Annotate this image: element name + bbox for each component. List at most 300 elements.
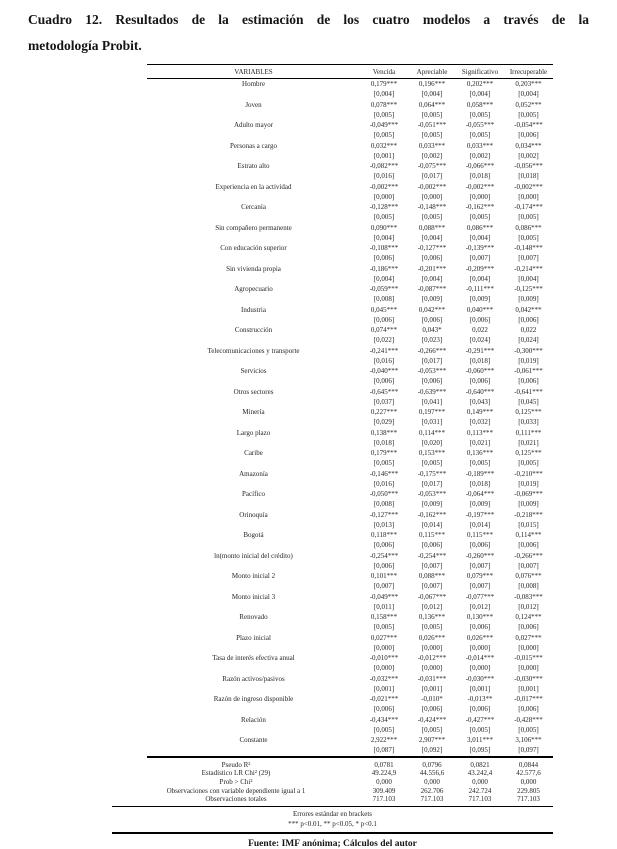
stderr-cell: [0,000]	[518, 192, 539, 201]
stderr-cell: [0,014]	[421, 520, 443, 529]
note-line-1: Errores estándar en brackets	[292, 810, 373, 819]
stat-value: 44.556,6	[419, 769, 445, 778]
stderr-cell: [0,005]	[421, 459, 443, 468]
stderr-cell: [0,000]	[421, 192, 443, 201]
stderr-cell: [0,009]	[518, 295, 539, 304]
coefficient-cell: -0,197***	[465, 510, 495, 519]
table-row	[147, 346, 553, 356]
table-row-stderr	[147, 581, 553, 591]
variable-label: Industria	[241, 305, 266, 314]
table-row	[147, 592, 553, 602]
table-row-stderr	[147, 704, 553, 714]
table-caption	[0, 0, 617, 61]
table-row-stderr	[147, 110, 553, 120]
coefficient-cell: 0,114***	[515, 531, 542, 539]
table-row-stderr	[147, 315, 553, 325]
coefficient-cell: -0,186***	[369, 264, 399, 273]
coefficient-cell: 0,088***	[418, 223, 446, 232]
stderr-cell: [0,006]	[421, 377, 443, 386]
variable-label: Constante	[239, 736, 268, 744]
table-row-stderr	[147, 561, 553, 571]
coefficient-cell: 0,042***	[515, 305, 542, 314]
coefficient-cell: -0,427***	[465, 715, 495, 724]
coefficient-cell: -0,640***	[465, 387, 495, 396]
table-row-stderr	[147, 89, 553, 99]
stderr-cell: [0,007]	[373, 582, 395, 591]
col-header-irrecuperable: Irrecuperable	[509, 67, 548, 76]
stderr-cell: [0,001]	[469, 684, 491, 693]
variable-label-spacer	[147, 725, 360, 735]
coefficient-cell: -0,054***	[514, 121, 543, 129]
table-row	[147, 715, 553, 725]
table-row	[147, 551, 553, 561]
stderr-cell: [0,000]	[373, 192, 395, 201]
table-row	[147, 366, 553, 376]
stats-table	[112, 758, 553, 808]
table-row-stderr	[147, 520, 553, 530]
table-row	[147, 633, 553, 643]
coefficient-cell: -0,162***	[465, 203, 495, 211]
coefficient-cell: -0,050***	[369, 490, 399, 498]
coefficient-cell: 0,074***	[370, 326, 398, 334]
variable-label-spacer	[147, 438, 360, 448]
variable-label: Otros sectores	[233, 387, 274, 396]
coefficient-cell: 0,227***	[370, 408, 398, 416]
coefficient-cell: -0,059***	[369, 285, 399, 293]
coefficient-cell: 0,026***	[466, 633, 494, 642]
results-table	[147, 64, 553, 758]
table-row	[147, 489, 553, 499]
stderr-cell: [0,007]	[518, 561, 539, 570]
table-row	[147, 694, 553, 704]
stat-value: 0,000	[424, 777, 440, 786]
stderr-cell: [0,012]	[421, 602, 443, 611]
coefficient-cell: -0,111***	[465, 285, 495, 293]
coefficient-cell: 0,130***	[466, 613, 494, 621]
coefficient-cell: 0,196***	[418, 80, 446, 88]
variable-label-spacer	[147, 89, 360, 99]
variable-label-spacer	[147, 356, 360, 366]
variable-label-spacer	[147, 315, 360, 325]
stderr-cell: [0,006]	[373, 541, 395, 550]
table-row	[147, 530, 553, 540]
coefficient-cell: 0,022	[520, 326, 537, 334]
stderr-cell: [0,005]	[469, 213, 491, 222]
variable-label: Con educación superior	[220, 244, 287, 252]
stat-value: 0,0781	[374, 760, 394, 769]
coefficient-cell: 0,114***	[419, 428, 445, 437]
stderr-cell: [0,016]	[373, 479, 395, 488]
variable-label-spacer	[147, 663, 360, 673]
coefficient-cell: -0,641***	[514, 387, 543, 396]
coefficient-cell: 0,179***	[370, 80, 398, 88]
variable-label: Joven	[245, 100, 262, 109]
coefficient-cell: -0,030***	[514, 674, 543, 683]
coefficient-cell: 0,076***	[515, 572, 542, 580]
coefficient-cell: -0,254***	[417, 551, 447, 560]
variable-label-spacer	[147, 233, 360, 243]
stderr-cell: [0,005]	[469, 110, 491, 119]
variable-label-spacer	[147, 192, 360, 202]
stat-label: Observaciones totales	[205, 795, 267, 804]
table-row-stderr	[147, 130, 553, 140]
table-row	[147, 735, 553, 745]
stderr-cell: [0,045]	[518, 397, 539, 406]
stats-table-body	[112, 758, 553, 807]
stats-row	[112, 787, 553, 796]
variable-label-spacer	[147, 417, 360, 427]
stderr-cell: [0,017]	[421, 172, 443, 181]
variable-label-spacer	[147, 520, 360, 530]
stderr-cell: [0,004]	[469, 233, 491, 242]
stderr-cell: [0,006]	[518, 623, 539, 632]
coefficient-cell: -0,214***	[514, 264, 543, 273]
stderr-cell: [0,009]	[469, 500, 491, 509]
variable-label: Sin compañero permanente	[215, 223, 292, 232]
table-row	[147, 100, 553, 110]
coefficient-cell: -0,002***	[417, 182, 447, 191]
coefficient-cell: -0,040***	[369, 367, 399, 375]
stderr-cell: [0,024]	[469, 336, 491, 345]
coefficient-cell: 0,115***	[467, 531, 493, 539]
coefficient-cell: 3,011***	[467, 736, 493, 744]
variable-label: Cercanía	[241, 203, 266, 211]
table-row-stderr	[147, 643, 553, 653]
table-row-stderr	[147, 479, 553, 489]
coefficient-cell: -0,075***	[417, 162, 447, 170]
variable-label: Razón de ingreso disponible	[213, 695, 294, 703]
variable-label: Estrato alto	[237, 162, 270, 170]
stderr-cell: [0,022]	[373, 336, 395, 345]
coefficient-cell: -0,053***	[417, 490, 447, 498]
coefficient-cell: -0,209***	[465, 264, 495, 273]
coefficient-cell: -0,174***	[514, 203, 543, 211]
stat-value: 0,0821	[470, 760, 490, 769]
variable-label-spacer	[147, 110, 360, 120]
coefficient-cell: -0,148***	[417, 203, 447, 211]
coefficient-cell: 0,203***	[515, 80, 542, 88]
stderr-cell: [0,004]	[469, 90, 491, 99]
coefficient-cell: 0,179***	[370, 449, 398, 457]
table-row	[147, 202, 553, 212]
coefficient-cell: 0,086***	[466, 223, 494, 232]
variable-label-spacer	[147, 745, 360, 756]
stderr-cell: [0,018]	[518, 172, 539, 181]
table-row	[147, 510, 553, 520]
stderr-cell: [0,006]	[421, 705, 443, 714]
stat-value: 242.724	[468, 786, 492, 795]
table-row	[147, 653, 553, 663]
coefficient-cell: -0,254***	[369, 551, 399, 560]
stat-value: 0,0796	[422, 760, 442, 769]
coefficient-cell: -0,055***	[465, 121, 495, 129]
stderr-cell: [0,006]	[373, 561, 395, 570]
stderr-cell: [0,016]	[373, 172, 395, 181]
stderr-cell: [0,006]	[518, 705, 539, 714]
stderr-cell: [0,016]	[373, 356, 395, 365]
stderr-cell: [0,005]	[469, 131, 491, 140]
coefficient-cell: 0,040***	[466, 305, 494, 314]
stderr-cell: [0,007]	[469, 254, 491, 263]
stderr-cell: [0,008]	[373, 295, 395, 304]
stat-value: 0,000	[376, 777, 392, 786]
stat-value: 0,000	[472, 777, 488, 786]
stderr-cell: [0,000]	[469, 643, 491, 652]
coefficient-cell: 0,043*	[422, 326, 442, 334]
stderr-cell: [0,005]	[518, 213, 539, 222]
table-row	[147, 284, 553, 294]
coefficient-cell: 0,124***	[515, 613, 542, 621]
coefficient-cell: -0,189***	[465, 469, 495, 478]
coefficient-cell: 0,079***	[466, 572, 494, 580]
header-row	[147, 65, 553, 79]
stat-value: 309.409	[372, 786, 396, 795]
variable-label: Monto inicial 3	[231, 592, 276, 601]
coefficient-cell: 0,088***	[418, 572, 446, 580]
table-row	[147, 674, 553, 684]
stderr-cell: [0,006]	[469, 705, 491, 714]
coefficient-cell: -0,014***	[465, 654, 495, 662]
coefficient-cell: -0,049***	[369, 592, 399, 601]
table-row-stderr	[147, 499, 553, 509]
coefficient-cell: 0,118***	[371, 531, 397, 539]
stderr-cell: [0,001]	[373, 151, 395, 160]
coefficient-cell: -0,241***	[369, 346, 399, 355]
stderr-cell: [0,087]	[373, 746, 395, 755]
variable-label-spacer	[147, 458, 360, 468]
table-row	[147, 428, 553, 438]
col-header-vencida: Vencida	[372, 67, 396, 76]
coefficient-cell: 0,078***	[370, 100, 398, 109]
stderr-cell: [0,001]	[518, 684, 539, 693]
stat-value: 0,0844	[518, 760, 539, 769]
variable-label: Adulto mayor	[233, 121, 274, 129]
variable-label-spacer	[147, 561, 360, 571]
table-row	[147, 571, 553, 581]
stats-row	[112, 769, 553, 778]
variable-label-spacer	[147, 704, 360, 714]
coefficient-cell: 0,022	[472, 326, 488, 334]
variable-label-spacer	[147, 602, 360, 612]
variable-label-spacer	[147, 397, 360, 407]
col-header-apreciable: Apreciable	[416, 67, 448, 76]
coefficient-cell: 0,149***	[466, 408, 494, 416]
coefficient-cell: -0,021***	[369, 695, 399, 703]
coefficient-cell: -0,434***	[369, 715, 399, 724]
coefficient-cell: -0,260***	[465, 551, 495, 560]
coefficient-cell: 0,115***	[419, 531, 445, 539]
table-row	[147, 161, 553, 171]
coefficient-cell: -0,083***	[514, 592, 543, 601]
coefficient-cell: -0,146***	[369, 469, 399, 478]
stats-row	[112, 758, 553, 770]
table-row-stderr	[147, 192, 553, 202]
variable-label: Orinoquía	[239, 510, 268, 519]
table-row	[147, 407, 553, 417]
coefficient-cell: 0,153***	[418, 449, 446, 457]
coefficient-cell: 0,026***	[418, 633, 446, 642]
stderr-cell: [0,021]	[469, 438, 491, 447]
variable-label-spacer	[147, 540, 360, 550]
stderr-cell: [0,000]	[518, 664, 539, 673]
coefficient-cell: -0,053***	[417, 367, 447, 375]
stderr-cell: [0,012]	[469, 602, 491, 611]
stderr-cell: [0,005]	[469, 725, 491, 734]
caption-line-1: Cuadro 12. Resultados de la estimación de los cuatro modelos a través de la	[28, 12, 589, 27]
stderr-cell: [0,000]	[421, 643, 443, 652]
stderr-cell: [0,002]	[421, 151, 443, 160]
stderr-cell: [0,023]	[421, 336, 443, 345]
table-row-stderr	[147, 602, 553, 612]
table-row	[147, 469, 553, 479]
variable-label: Experiencia en la actividad	[215, 182, 292, 191]
stderr-cell: [0,006]	[518, 377, 539, 386]
coefficient-cell: -0,291***	[465, 346, 495, 355]
table-row	[147, 387, 553, 397]
stderr-cell: [0,006]	[469, 315, 491, 324]
variable-label: Caribe	[244, 449, 263, 457]
table-row-stderr	[147, 335, 553, 345]
stderr-cell: [0,005]	[518, 459, 539, 468]
stat-label: Observaciones con variable dependiente igual a 1	[166, 786, 306, 795]
stderr-cell: [0,004]	[421, 90, 443, 99]
stats-row	[112, 778, 553, 787]
table-row	[147, 120, 553, 130]
coefficient-cell: -0,210***	[514, 469, 543, 478]
coefficient-cell: 0,027***	[370, 633, 398, 642]
variable-label-spacer	[147, 684, 360, 694]
stderr-cell: [0,005]	[518, 110, 539, 119]
stderr-cell: [0,018]	[469, 172, 491, 181]
stat-value: 49.224,9	[371, 769, 397, 778]
stderr-cell: [0,001]	[421, 684, 443, 693]
table-row	[147, 448, 553, 458]
stat-value: 0,000	[520, 777, 537, 786]
coefficient-cell: 0,086***	[515, 223, 542, 232]
stderr-cell: [0,005]	[373, 110, 395, 119]
coefficient-cell: -0,218***	[514, 510, 543, 519]
coefficient-cell: -0,002***	[514, 182, 543, 191]
table-row-stderr	[147, 417, 553, 427]
variable-label: Largo plazo	[236, 428, 271, 437]
table-row	[147, 79, 553, 90]
stderr-cell: [0,031]	[421, 418, 443, 427]
table-row-stderr	[147, 458, 553, 468]
stderr-cell: [0,009]	[421, 295, 443, 304]
stderr-cell: [0,005]	[469, 459, 491, 468]
stderr-cell: [0,006]	[518, 541, 539, 550]
stderr-cell: [0,018]	[373, 438, 395, 447]
coefficient-cell: 0,052***	[515, 100, 542, 109]
stderr-cell: [0,005]	[421, 213, 443, 222]
coefficient-cell: -0,069***	[514, 490, 543, 498]
coefficient-cell: -0,031***	[417, 674, 447, 683]
table-row	[147, 223, 553, 233]
coefficient-cell: 0,113***	[467, 428, 493, 437]
variable-label: Servicios	[240, 367, 267, 375]
results-table-body	[147, 79, 553, 757]
coefficient-cell: 0,042***	[418, 305, 446, 314]
caption-line-2: metodología Probit.	[28, 38, 142, 53]
table-row-stderr	[147, 540, 553, 550]
stderr-cell: [0,018]	[469, 356, 491, 365]
coefficient-cell: -0,127***	[417, 244, 447, 252]
coefficient-cell: 2,922***	[370, 736, 398, 744]
coefficient-cell: 0,090***	[370, 223, 398, 232]
stderr-cell: [0,000]	[373, 643, 395, 652]
table-row-stderr	[147, 233, 553, 243]
stat-value: 262.706	[420, 786, 444, 795]
coefficient-cell: -0,162***	[417, 510, 447, 519]
variable-label-spacer	[147, 643, 360, 653]
coefficient-cell: -0,067***	[417, 592, 447, 601]
table-row	[147, 612, 553, 622]
variable-label-spacer	[147, 335, 360, 345]
stderr-cell: [0,014]	[469, 520, 491, 529]
coefficient-cell: 0,111***	[515, 428, 542, 437]
coefficient-cell: -0,128***	[369, 203, 399, 211]
table-row-stderr	[147, 376, 553, 386]
stderr-cell: [0,006]	[469, 623, 491, 632]
stat-label: Prob > Chi²	[219, 777, 253, 786]
table-row-stderr	[147, 663, 553, 673]
variable-label: Tasa de interés efectiva anual	[212, 654, 295, 662]
coefficient-cell: -0,201***	[417, 264, 447, 273]
table-row-stderr	[147, 294, 553, 304]
table-row-stderr	[147, 684, 553, 694]
stderr-cell: [0,006]	[373, 705, 395, 714]
stderr-cell: [0,095]	[469, 746, 491, 755]
stderr-cell: [0,002]	[518, 151, 539, 160]
coefficient-cell: -0,051***	[417, 121, 447, 129]
stderr-cell: [0,006]	[373, 315, 395, 324]
stderr-cell: [0,004]	[518, 274, 539, 283]
coefficient-cell: 0,033***	[418, 141, 446, 150]
stderr-cell: [0,043]	[469, 397, 491, 406]
coefficient-cell: -0,030***	[465, 674, 495, 683]
stderr-cell: [0,009]	[421, 500, 443, 509]
variable-label-spacer	[147, 622, 360, 632]
table-row-stderr	[147, 745, 553, 756]
stderr-cell: [0,005]	[373, 725, 395, 734]
coefficient-cell: -0,127***	[369, 510, 399, 519]
stderr-cell: [0,019]	[518, 479, 539, 488]
col-header-significativo: Significativo	[461, 67, 499, 76]
stderr-cell: [0,001]	[373, 684, 395, 693]
stderr-cell: [0,000]	[469, 664, 491, 673]
coefficient-cell: 0,125***	[515, 408, 542, 416]
stat-value: 717.103	[517, 795, 540, 804]
coefficient-cell: 0,032***	[370, 141, 398, 150]
coefficient-cell: -0,175***	[417, 469, 447, 478]
stderr-cell: [0,004]	[421, 274, 443, 283]
coefficient-cell: -0,017***	[514, 695, 543, 703]
stderr-cell: [0,006]	[469, 541, 491, 550]
table-row-stderr	[147, 274, 553, 284]
table-row	[147, 305, 553, 315]
stderr-cell: [0,002]	[469, 151, 491, 160]
stderr-cell: [0,006]	[469, 377, 491, 386]
coefficient-cell: -0,108***	[369, 244, 399, 252]
stderr-cell: [0,004]	[373, 233, 395, 242]
coefficient-cell: 0,034***	[515, 141, 542, 150]
table-row	[147, 141, 553, 151]
coefficient-cell: -0,148***	[514, 244, 543, 252]
variable-label: Personas a cargo	[230, 141, 277, 150]
coefficient-cell: -0,002***	[465, 182, 495, 191]
stderr-cell: [0,007]	[421, 561, 443, 570]
stat-label: Estadístico LR Chi² (29)	[201, 769, 271, 778]
